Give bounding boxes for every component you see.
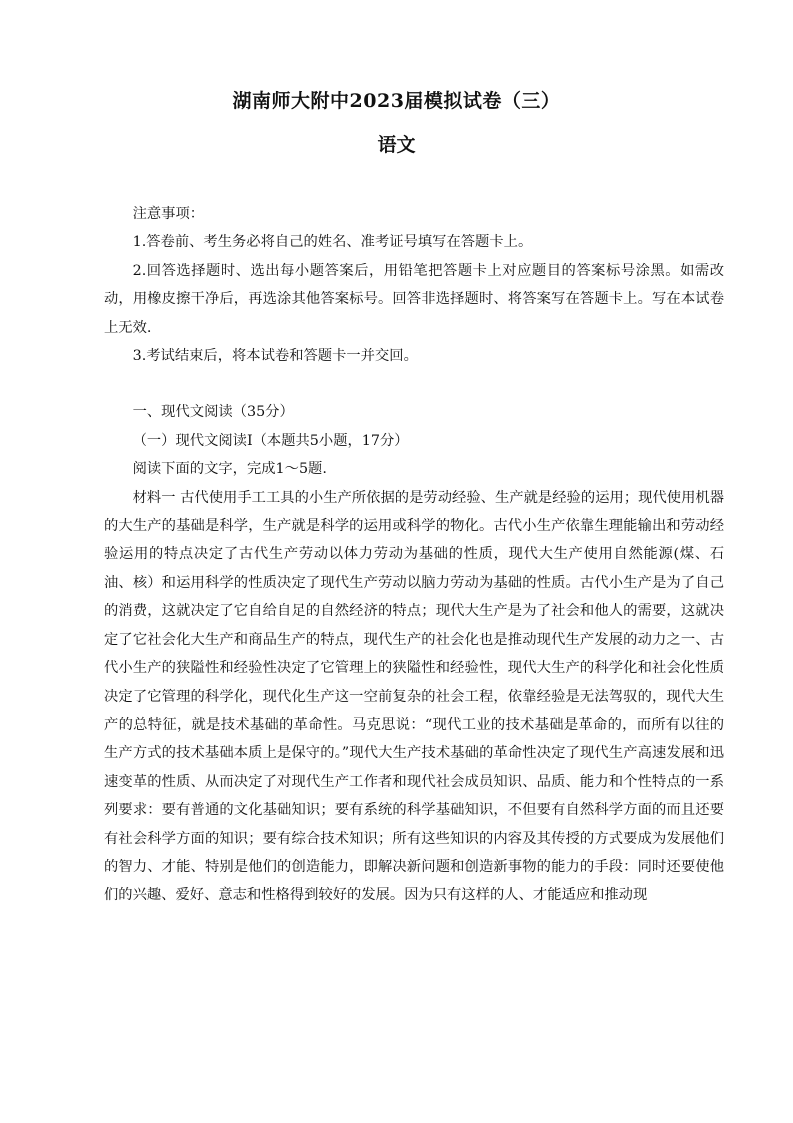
notice-item-3: 3.考试结束后，将本试卷和答题卡一并交回。 — [132, 348, 418, 365]
section-heading: 一、现代文阅读（35分） — [132, 404, 294, 421]
spacer — [104, 370, 724, 398]
exam-title: 湖南师大附中2023届模拟试卷（三） — [232, 90, 561, 112]
reading-instruction: 阅读下面的文字，完成1～5题. — [132, 461, 327, 478]
material-one-paragraph: 材料一 古代使用手工工具的小生产所依据的是劳动经验、生产就是经验的运用；现代使用机器的大生产的基础是科学，生产就是科学的运用或科学的物化。古代小生产依靠生理能输出和劳动经验运用的特点决定了古代生产劳动以体力劳动为基础的性质，现代大生产使用自然能源(煤、石油、核）和运用科学的性质决定了现代生产劳动以脑力劳动为基础的性质。古代小生产是为了自己的消费，这就决定了它自给自足的自然经济的特点；现代大生产是为了社会和他人的需要，这就决定了它社会化大生产和商品生产的特点，现代生产的社会化也是推动现代生产发展的动力之一、古代小生产的狭隘性和经验性决定了它管理上的狭隘性和经验性，现代大生产的科学化和社会化性质决定了它管理的科学化，现代化生产这一空前复杂的社会工程，依靠经验是无法驾驭的，现代大生产的总特征，就是技术基础的革命性。马克思说：“现代工业的技术基础是革命的，而所有以往的生产方式的技术基础本质上是保守的。”现代大生产技术基础的革命性决定了现代生产高速发展和迅速变革的性质、从而决定了对现代生产工作者和现代社会成员知识、品质、能力和个性特点的一系列要求：要有普通的文化基础知识；要有系统的科学基础知识，不但要有自然科学方面的而且还要有社会科学方面的知识；要有综合技术知识；所有这些知识的内容及其传授的方式要成为发展他们的智力、才能、特别是他们的创造能力，即解决新问题和创造新事物的能力的手段：同时还要使他们的兴趣、爱好、意志和性格得到较好的发展。因为只有这样的人、才能适应和推动现 — [104, 489, 724, 904]
notice-item-2: 2.回答选择题时、选出每小题答案后，用铅笔把答题卡上对应题目的答案标号涂黑。如需改动，用橡皮擦干净后，再选涂其他答案标号。回答非选择题时、将答案写在答题卡上。写在本试卷上无效. — [104, 262, 724, 336]
exam-content — [104, 200, 724, 910]
exam-subject: 语文 — [377, 134, 416, 156]
notice-heading: 注意事项： — [132, 206, 205, 222]
section-subheading: （一）现代文阅读Ⅰ（本题共5小题，17分） — [132, 432, 409, 449]
notice-item-1: 1.答卷前、考生务必将自己的姓名、准考证号填写在答题卡上。 — [132, 234, 533, 251]
